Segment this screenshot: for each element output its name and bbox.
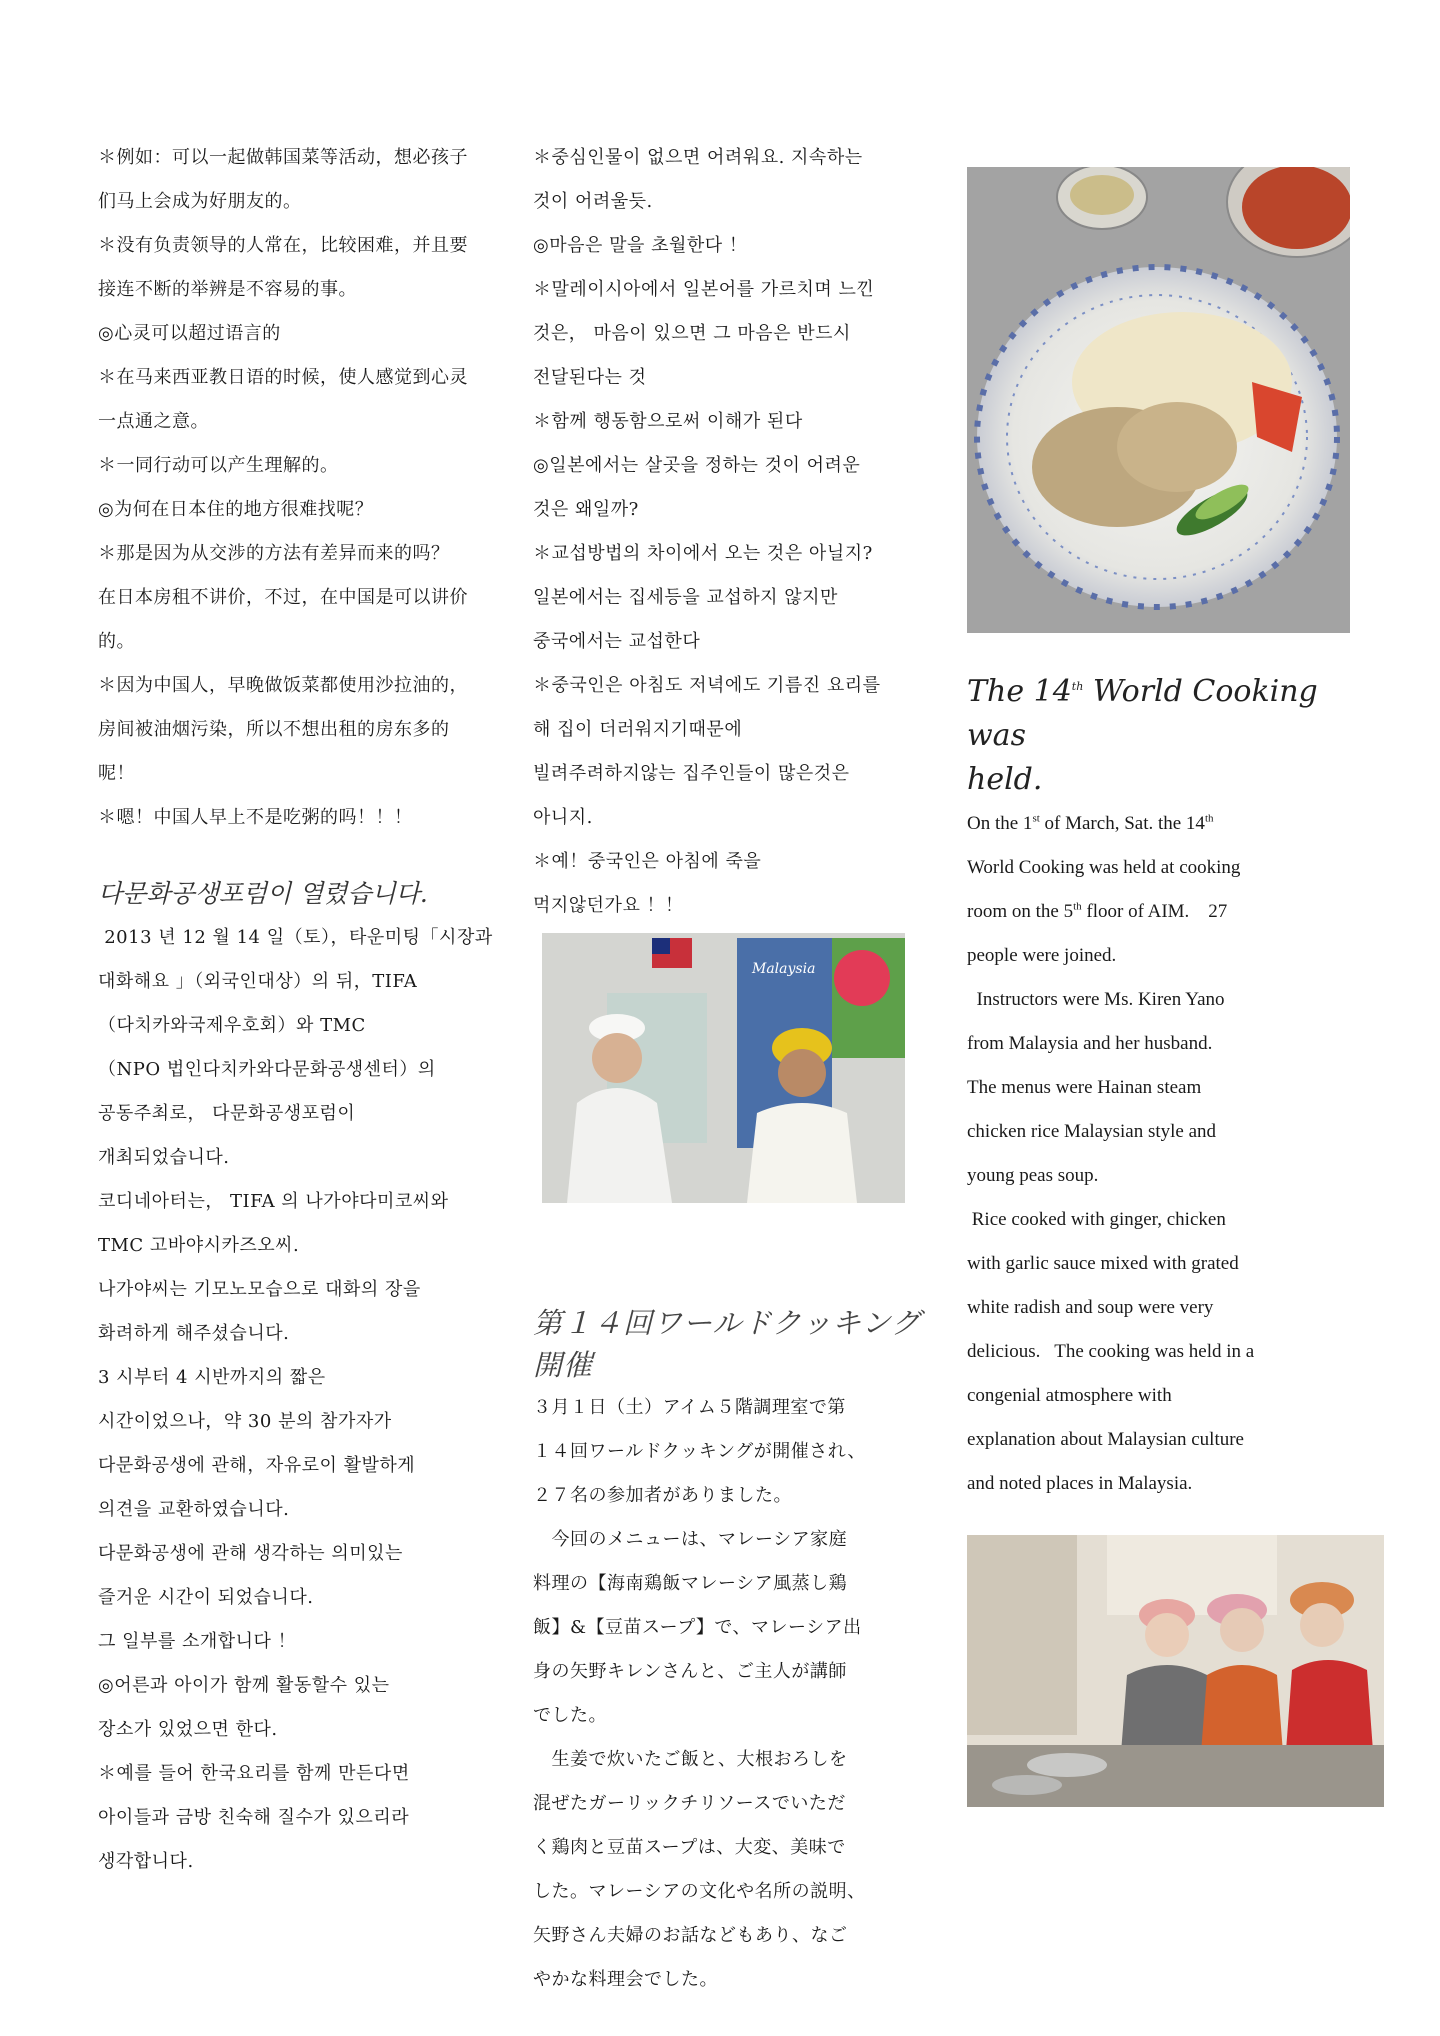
chinese-text-line: 在日本房租不讲价，不过，在中国是可以讲价	[98, 587, 468, 608]
korean-text-line: ＊예를 들어 한국요리를 함께 만든다면	[98, 1763, 410, 1784]
korean-text-line: ◎마음은 말을 초월한다 ！	[533, 235, 748, 256]
korean-text-line: ＊말레이시아에서 일본어를 가르치며 느낀	[533, 279, 875, 300]
korean-text-line: 장소가 있었으면 한다.	[98, 1719, 278, 1740]
japanese-text-line: 料理の【海南鶏飯マレーシア風蒸し鶏	[533, 1573, 848, 1594]
english-text-line: delicious. The cooking was held in a	[967, 1341, 1255, 1362]
korean-text-line: 아니지.	[533, 807, 593, 828]
korean-text-line: 생각합니다.	[98, 1851, 194, 1872]
japanese-text-line: 混ぜたガーリックチリソースでいただ	[533, 1793, 846, 1814]
korean-text-line: 나가야씨는 기모노모습으로 대화의 장을	[98, 1279, 421, 1300]
english-paragraph-3	[967, 1198, 1352, 1506]
english-text-line: young peas soup.	[967, 1165, 1099, 1186]
instructors-photo	[542, 933, 905, 1203]
japanese-text-line: した。マレーシアの文化や名所の説明、	[533, 1881, 866, 1902]
right-column	[967, 670, 1352, 1506]
chicken-rice-illustration	[967, 167, 1350, 633]
korean-text-line: 즐거운 시간이 되었습니다.	[98, 1587, 314, 1608]
english-text-line: Instructors were Ms. Kiren Yano	[967, 989, 1225, 1010]
chinese-text-line: ＊在马来西亚教日语的时候，使人感觉到心灵	[98, 367, 468, 388]
korean-text-line: 전달된다는 것	[533, 367, 647, 388]
japanese-text-line: でした。	[533, 1705, 607, 1726]
japanese-text-line: ２７名の参加者がありました。	[533, 1485, 792, 1506]
english-text-line: congenial atmosphere with	[967, 1385, 1172, 1406]
korean-text-line: 중국에서는 교섭한다	[533, 631, 701, 652]
korean-text-line: 그 일부를 소개합니다 ！	[98, 1631, 297, 1652]
korean-text-line: 시간이었으나，약 30 분의 참가자가	[98, 1411, 392, 1432]
chinese-text-line: 房间被油烟污染，所以不想出租的房东多的	[98, 719, 450, 740]
korean-text-line: 해 집이 더러워지기때문에	[533, 719, 743, 740]
poster-sign: Malaysia	[752, 961, 816, 977]
korean-text-line: 먹지않던가요 ！！	[533, 895, 684, 916]
korean-text-line: ＊함께 행동함으로써 이해가 된다	[533, 411, 803, 432]
korean-text-line: ◎일본에서는 살곳을 정하는 것이 어려운	[533, 455, 861, 476]
korean-text-line: ＊교섭방법의 차이에서 오는 것은 아닐지?	[533, 543, 873, 564]
japanese-text-line: く鶏肉と豆苗スープは、大変、美味で	[533, 1837, 846, 1858]
japanese-text-line: 飯】&【豆苗スープ】で、マレーシア出	[533, 1617, 862, 1638]
korean-text-line: 다문화공생에 관해 생각하는 의미있는	[98, 1543, 403, 1564]
english-p1-line1: On the 1st of March, Sat. the 14th	[967, 812, 1214, 834]
chicken-rice-photo	[967, 167, 1350, 633]
english-heading-line2: held.	[967, 762, 1043, 797]
english-p1-line3: room on the 5th floor of AIM. 27	[967, 900, 1228, 922]
chinese-text-line: ＊那是因为从交涉的方法有差异而来的吗？	[98, 543, 450, 564]
korean-text-line: 개최되었습니다.	[98, 1147, 230, 1168]
english-paragraph-2	[967, 978, 1352, 1198]
korean-text-line: 일본에서는 집세등을 교섭하지 않지만	[533, 587, 838, 608]
english-heading-text-2: World Cooking was	[967, 674, 1318, 753]
korean-text-line: 것은 왜일까?	[533, 499, 639, 520]
korean-text-line: ＊중심인물이 없으면 어려워요. 지속하는	[533, 147, 863, 168]
korean-text-line: （NPO 법인다치카와다문화공생센터）의	[98, 1059, 436, 1080]
korean-text-line: 의견을 교환하였습니다.	[98, 1499, 290, 1520]
english-text-line: explanation about Malaysian culture	[967, 1429, 1244, 1450]
korean-text-line: 화려하게 해주셨습니다.	[98, 1323, 290, 1344]
chinese-text-line: ＊因为中国人，早晚做饭菜都使用沙拉油的，	[98, 675, 468, 696]
english-heading	[967, 670, 1352, 758]
japanese-article-text	[533, 1386, 925, 2002]
japanese-text-line: 今回のメニューは、マレーシア家庭	[533, 1529, 848, 1550]
korean-text-line: 코디네아터는， TIFA 의 나가야다미코씨와	[98, 1191, 449, 1212]
japanese-text-line: やかな料理会でした。	[533, 1969, 718, 1990]
korean-text-line: 2013 년 12 월 14 일（토），타운미팅「시장과	[98, 927, 493, 948]
korean-text-line: 빌려주려하지않는 집주인들이 많은것은	[533, 763, 850, 784]
english-text-line: Rice cooked with ginger, chicken	[967, 1209, 1226, 1230]
korean-text-line: （다치카와국제우호회）와 TMC	[98, 1015, 366, 1036]
english-text-line: from Malaysia and her husband.	[967, 1033, 1213, 1054]
korean-text-line: TMC 고바야시카즈오씨.	[98, 1235, 300, 1256]
korean-text-line: 대화해요 」（외국인대상）의 뒤，TIFA	[98, 971, 418, 992]
cooking-class-photo	[967, 1535, 1384, 1807]
chinese-text-line: 们马上会成为好朋友的。	[98, 191, 302, 212]
korean-text-line: ＊예！중국인은 아침에 죽을	[533, 851, 762, 872]
japanese-text-line: 身の矢野キレンさんと、ご主人が講師	[533, 1661, 847, 1682]
english-text-line: and noted places in Malaysia.	[967, 1473, 1193, 1494]
english-text-line: white radish and soup were very	[967, 1297, 1214, 1318]
chinese-text-line: 的。	[98, 631, 135, 652]
japanese-text-line: 生姜で炊いたご飯と、大根おろしを	[533, 1749, 848, 1770]
chinese-text-line: 呢！	[98, 763, 135, 784]
korean-text-line: ◎어른과 아이가 함께 활동할수 있는	[98, 1675, 390, 1696]
chinese-text-line: ＊一同行动可以产生理解的。	[98, 455, 339, 476]
chinese-text-line: ◎为何在日本住的地方很难找呢？	[98, 499, 374, 520]
english-text-line: with garlic sauce mixed with grated	[967, 1253, 1239, 1274]
left-column	[98, 136, 493, 1884]
chinese-text-line: ＊嗯！中国人早上不是吃粥的吗！！！	[98, 807, 413, 828]
left-korean-text	[98, 916, 493, 1884]
middle-korean-text	[533, 136, 925, 928]
english-text-line: The menus were Hainan steam	[967, 1077, 1202, 1098]
chinese-text-line: ＊没有负责领导的人常在，比较困难，并且要	[98, 235, 468, 256]
korean-text-line: 공동주최로， 다문화공생포럼이	[98, 1103, 356, 1124]
instructors-illustration	[542, 933, 905, 1203]
chinese-text-line: 一点通之意。	[98, 411, 209, 432]
korean-text-line: 다문화공생에 관해，자유로이 활발하게	[98, 1455, 416, 1476]
chinese-text-line: ◎心灵可以超过语言的	[98, 323, 281, 344]
japanese-text-line: ３月１日（土）アイム５階調理室で第	[533, 1397, 846, 1418]
chinese-text-line: ＊例如：可以一起做韩国菜等活动，想必孩子	[98, 147, 468, 168]
korean-text-line: 3 시부터 4 시반까지의 짧은	[98, 1367, 326, 1388]
english-heading-sup: th	[1071, 680, 1084, 693]
japanese-text-line: 矢野さん夫婦のお話などもあり、なご	[533, 1925, 848, 1946]
korean-text-line: 아이들과 금방 친숙해 질수가 있으리라	[98, 1807, 410, 1828]
japanese-heading: 第１４回ワールドクッキング開催	[533, 1306, 921, 1382]
japanese-text-line: １４回ワールドクッキングが開催され、	[533, 1441, 866, 1462]
korean-text-line: 것은， 마음이 있으면 그 마음은 반드시	[533, 323, 851, 344]
english-p1-line2: World Cooking was held at cooking	[967, 857, 1241, 878]
left-chinese-text	[98, 136, 490, 840]
korean-text-line: 것이 어려울듯.	[533, 191, 653, 212]
korean-text-line: ＊중국인은 아침도 저녁에도 기름진 요리를	[533, 675, 881, 696]
korean-heading: 다문화공생포럼이 열렸습니다.	[98, 879, 428, 908]
english-p1-line4: people were joined.	[967, 945, 1117, 966]
chinese-text-line: 接连不断的举辨是不容易的事。	[98, 279, 357, 300]
english-heading-text: The 14	[967, 674, 1072, 709]
cooking-class-illustration	[967, 1535, 1384, 1807]
english-text-line: chicken rice Malaysian style and	[967, 1121, 1217, 1142]
